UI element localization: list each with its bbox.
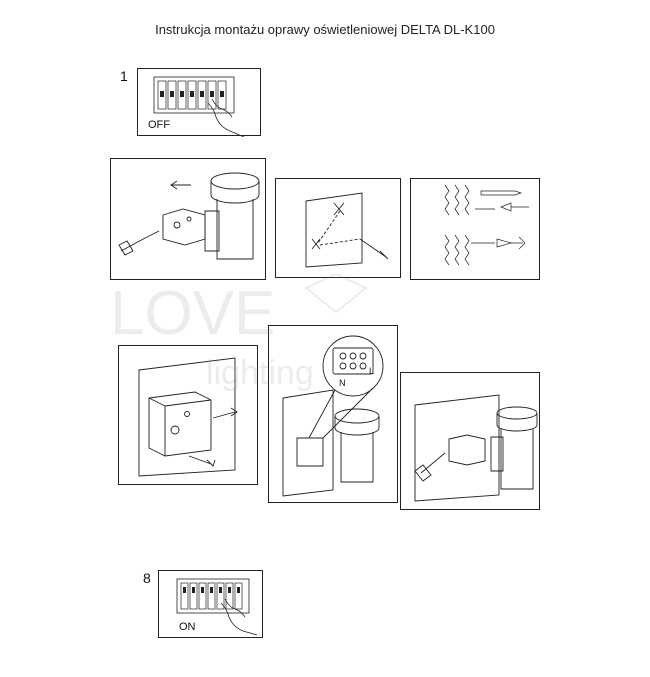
step-2-panel [110, 158, 266, 280]
step-4-panel [410, 178, 540, 280]
wire-label-n: N [339, 378, 346, 388]
step-8-panel [158, 570, 263, 638]
watermark-brand: LOVE [110, 279, 276, 348]
step-1-panel [137, 68, 261, 136]
step-6-panel [268, 325, 398, 503]
wiring-connection-illustration [269, 326, 399, 504]
step-8-number: 8 [143, 570, 151, 586]
breaker-on-illustration [159, 571, 264, 639]
step-7-panel [400, 372, 540, 510]
document-title: Instrukcja montażu oprawy oświetleniowej DELTA DL-K100 [155, 22, 495, 37]
wire-label-l: L [369, 366, 375, 376]
watermark-sub: lighting [206, 354, 314, 392]
step-5-panel [118, 345, 258, 485]
fixture-assembly-illustration [401, 373, 541, 511]
mounting-box-illustration [119, 346, 259, 486]
drilling-anchor-illustration [411, 179, 541, 281]
step-3-panel [275, 178, 401, 278]
on-label: ON [179, 621, 196, 633]
off-label: OFF [148, 119, 170, 131]
step-1-number: 1 [120, 68, 128, 84]
wall-marking-illustration [276, 179, 402, 279]
fixture-disassembly-illustration [111, 159, 267, 281]
